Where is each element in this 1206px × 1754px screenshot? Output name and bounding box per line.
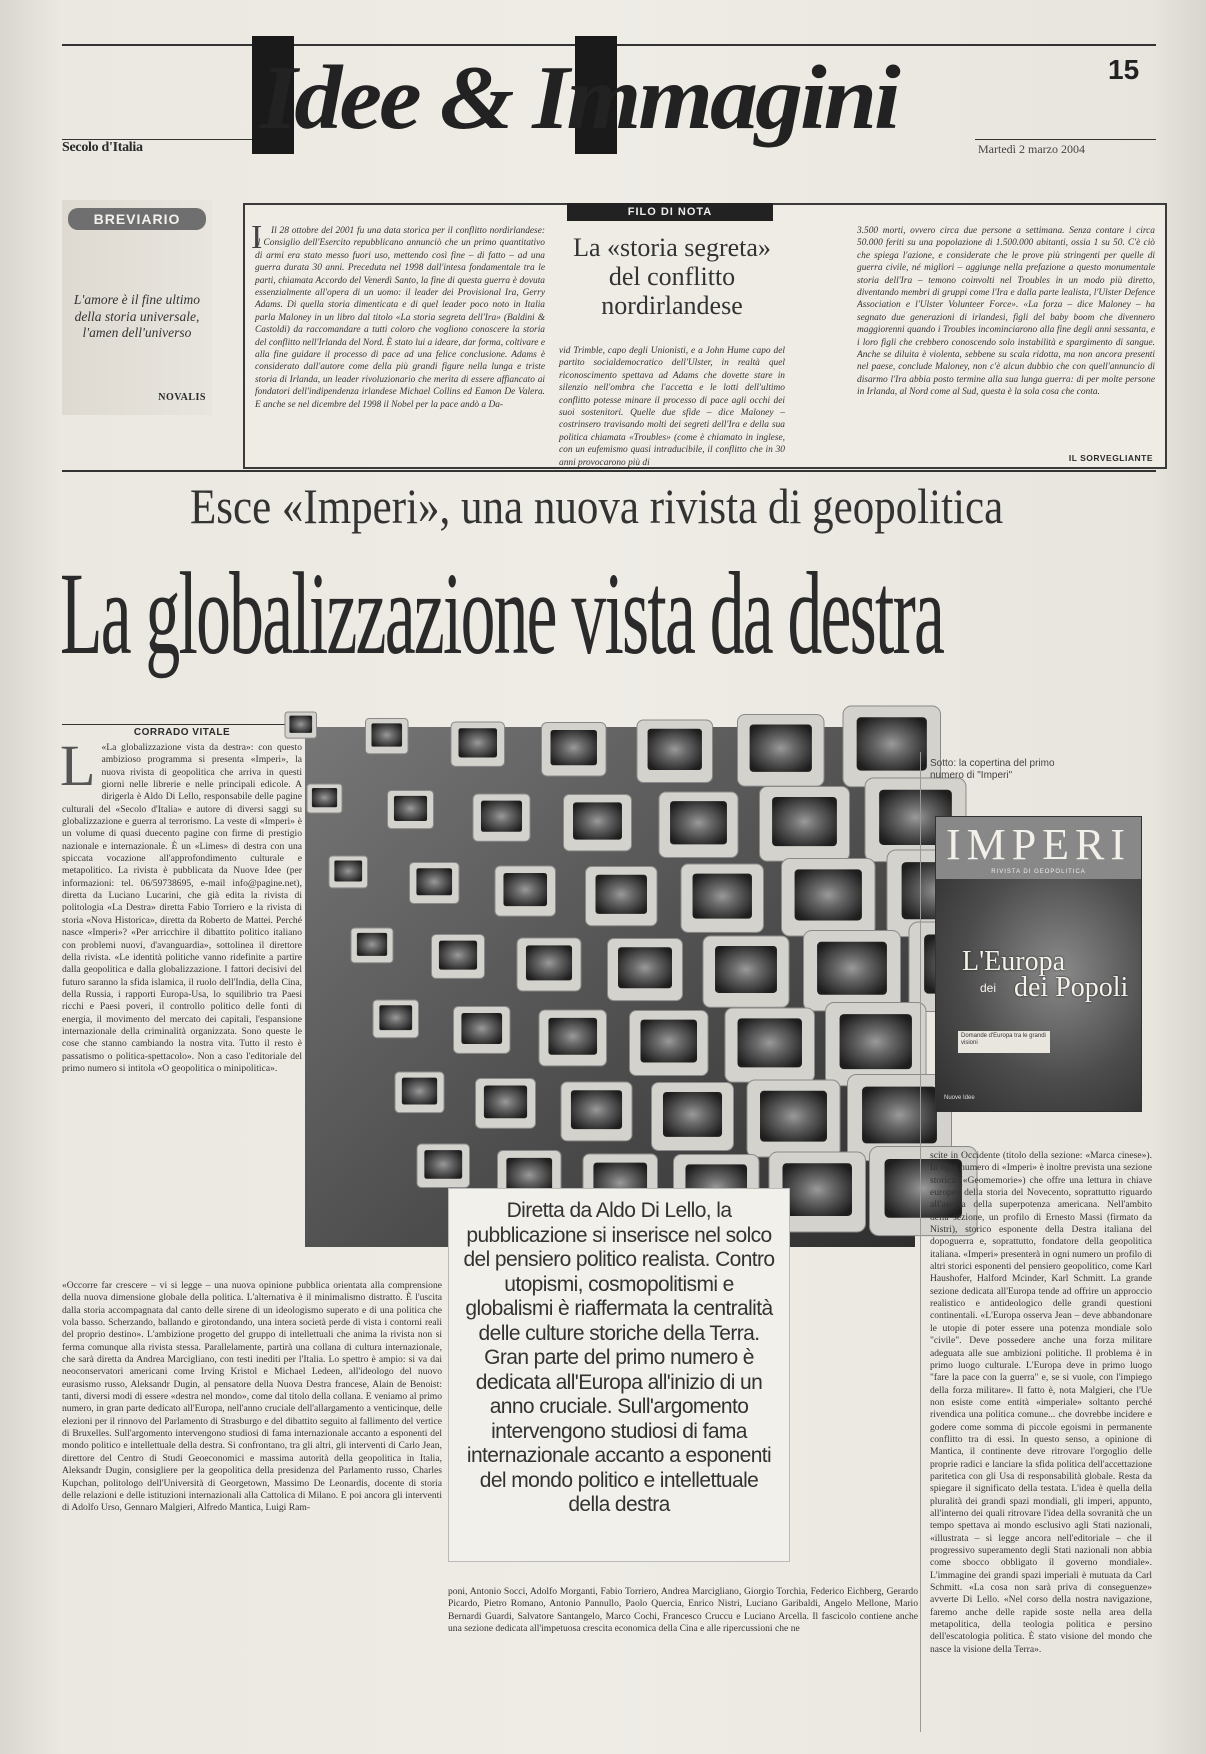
headline: La globalizzazione vista da destra — [60, 548, 944, 679]
monitor-screen — [862, 1087, 937, 1144]
monitors-photo — [305, 727, 915, 1247]
monitor-screen — [857, 717, 927, 770]
monitor-screen — [458, 728, 497, 757]
monitor-screen — [760, 1091, 827, 1142]
filo-di-nota-box — [243, 203, 1167, 469]
byline: CORRADO VITALE — [62, 724, 302, 738]
cover-headline-1: L'Europa — [962, 946, 1066, 977]
monitor-screen — [548, 1018, 597, 1055]
monitor-screen — [394, 796, 427, 821]
monitor-screen — [289, 716, 312, 733]
kicker: Esce «Imperi», una nuova rivista di geopolitica — [190, 478, 1004, 534]
monitor-screen — [817, 942, 887, 995]
monitor-screen — [618, 947, 672, 988]
pullquote: Diretta da Aldo Di Lello, la pubblicazione si inserisce nel solco del pensiero politico realista. Contro utopismi, cosmopolitismi e globalismi è riaffermata la centralità delle culture storiche della Terra. Gran parte del primo numero è dedicata all'Europa all'inizio di un anno cruciale. Sull'argomento intervengono studiosi di fama internazionale accanto a esponenti del mondo politico e intellettuale della destra — [463, 1199, 775, 1516]
article-col-left-text: «La globalizzazione vista da destra»: con questo ambizioso programma si presenta «Imperi», la nuova rivista di geopolitica che arriva in questi giorni nelle librerie e nelle principali edicole. A dirigerla è Aldo Di Lello, responsabile delle pagine culturali del «Secolo d'Italia» e autore di diversi saggi su globalizzazione e guerra al terrorismo. La veste di «Imperi» è un volume di quasi duecento pagine con firme di prestigio nazionale e internazionale. È un «Limes» di destra con una spiccata vocazione all'approfondimento culturale e metapolitico. La rivista è pubblicata da Nuove Idee (per informazioni: tel. 06/59738695, e-mail info@pagine.net), diretta da Luciano Lucarini, che già edita la rivista di politologia «La Destra» diretta Fabio Torriero e la rivista di storia «Nova Historica», diretta da Roberto de Mattei. Perché nasce «Imperi»? «Per arricchire il dibattito politico italiano con problemi nuovi, d'avanguardia», sottolinea il direttore della rivista. «Le identità politiche vanno ridefinite a partire dalla geopolitica e dalla globalizzazione. I fattori decisivi del futuro saranno la sfida islamica, il ruolo dell'India, della Cina, della Russia, i rapporti Europa-Usa, lo squilibrio tra Paesi ricchi e Paesi poveri, il controllo politico delle fonti di energia, il movimento del mercato dei capitali, l'espansione internazionale della criminalità organizzata. Sono queste le cose che stanno cambiando la nostra vita. Tutto il resto è passatismo o politica-spettacolo». Non a caso l'editoriale del primo numero si intitola «O geopolitica o minipolitica». — [62, 742, 302, 1074]
magazine-cover — [935, 816, 1142, 1112]
monitor-screen — [750, 725, 812, 772]
column-rule-right — [920, 752, 921, 1732]
breviario-box — [62, 200, 212, 415]
issue-date: Martedì 2 marzo 2004 — [978, 142, 1085, 156]
monitor-screen — [334, 860, 362, 881]
section-title: Idee & Immagini — [260, 46, 898, 148]
monitor-screen — [772, 797, 837, 846]
drop-cap: L — [60, 733, 96, 798]
headline-wrap — [60, 548, 1170, 698]
breviario-author: NOVALIS — [158, 392, 206, 403]
monitor-screen — [379, 1005, 412, 1030]
monitor-screen — [663, 1092, 722, 1137]
article-col-bottom-left: «Occorre far crescere – vi si legge – una nuova opinione pubblica orientata alla comprensione della nuova dimensione globale della politica. L'alternativa è il minimalismo distratto. È l'uscita dalla storia accompagnata dal canto delle sirene di un ideologismo superato e di una politica che vola basso. Scherzando, ballando e girotondando, una intera società perde di vista i contorni reali del proprio destino». L'ambizione progetto del gruppo di intellettuali che anima la rivista non si ferma comunque alla rivista stessa. Parallelamente, partirà una collana di cultura internazionale, che sarà diretta da Andrea Marcigliano, con testi inediti per l'Italia. Lo spettro è ampio: si va dai neoconservatori americani come Irving Kristol e Michael Ledeen, all'ideologo del nuovo eurasismo russo, Aleksandr Dugin, al pensatore della Nuova Destra francese, Alain de Benoist: tanti, diversi modi di essere «destra nel mondo», come dal titolo della collana. E veniamo al primo numero, in gran parte dedicato all'Europa, nell'anno cruciale dell'allargamento a venticinque, delle elezioni per il rinnovo del Parlamento di Strasburgo e del dibattito seguito al fallimento del vertice di Bruxelles. Sull'argomento intervengono studiosi di fama internazionale accanto a esponenti del mondo politico e intellettuale della destra. Si confrontano, tra gli altri, gli interventi di Carlo Jean, direttore del Centro di Studi Geoeconomici e massima autorità della geopolitica in Italia, Aleksandr Dugin, consigliere per la geopolitica della presidenza del Parlamento russo, Charles Kupchan, politologo dell'Università di Georgetown, Massimo De Leonardis, docente di storia delle relazioni e delle istituzioni internazionali alla Cattolica di Milano. E poi ancora gli interventi di Adolfo Urso, Gennaro Malgieri, Alfredo Mantica, Luigi Ram- — [62, 1280, 442, 1514]
breviario-quote: L'amore è il fine ultimo della storia universale, l'amen dell'universo — [73, 292, 201, 340]
monitor-screen — [416, 868, 452, 895]
filo-label: FILO DI NOTA — [567, 203, 773, 221]
monitor-screen — [795, 869, 862, 920]
monitor-screen — [424, 1150, 462, 1179]
filo-col3: 3.500 morti, ovvero circa due persone a settimana. Senza contare i circa 50.000 feriti su una popolazione di 1.500.000 abitanti, ossia 1 su 50. C'è ciò che spiega l'azione, e considerate che le prove più stringenti per quelle di guerra civile, né migliori – aggiunge nella prefazione a questo monumentale storia dell'Ira – temono coinvolti nel Troubles in un modo più diretto, diventando membri di gruppi come l'Ira e dalla parte lealista, l'Ulster Defence Association e l'Ulster Volunteer Force». «La forza – dice Maloney – ha segnato due generazioni di irlandesi, figli del baby boom che divennero maggiorenni quando i Troubles incominciarono alla fine degli anni sessanta, e i loro figli che crebbero conoscendo solo instabilità e spargimento di sangue. Anche se diluita è violenta, sebbene su scala ridotta, ma non ancora presenti nel paese, conclude Maloney, non c'è alcun dubbio che con quell'annuncio di disarmo l'Ira abbia posto termine alla sua lunga guerra: di per molte persone in Irlanda, al Nord come al Sud, questa è la sola cosa che conta. — [857, 226, 1155, 398]
monitor-screen — [571, 1090, 622, 1129]
article-col-left — [60, 733, 302, 1277]
monitor-screen — [693, 874, 752, 919]
cover-title: IMPERI — [945, 820, 1132, 869]
pullquote-box — [448, 1188, 790, 1562]
cover-headline-dei: dei — [980, 981, 997, 995]
monitor-screen — [551, 730, 597, 765]
filo-headline: La «storia segreta» del conflitto nordirlandese — [573, 233, 771, 320]
monitor-screen — [783, 1163, 852, 1216]
mid-rule — [62, 470, 1156, 472]
article-col-bottom-mid: poni, Antonio Socci, Adolfo Morganti, Fabio Torriero, Andrea Marcigliano, Giorgio Torchia, Federico Eichberg, Gerardo Picardo, Pietro Romano, Antonio Pannullo, Paolo Quercia, Enrico Nistri, Luciano Garibaldi, Angelo Mellone, Mario Bernardi Guardi, Salvatore Santangelo, Marco Cochi, Francesco Cruccu e Luciano Arcella. Il fascicolo contiene anche una sezione dedicata all'impetuosa crescita economica della Cina e alle ripercussioni che ne — [448, 1586, 918, 1635]
monitor-screen — [439, 941, 477, 970]
monitor-screen — [312, 788, 337, 807]
monitor-screen — [648, 729, 702, 770]
kicker-wrap — [190, 478, 1090, 534]
masthead-right-rule — [975, 139, 1156, 140]
breviario-label: BREVIARIO — [68, 208, 206, 230]
monitor-screen — [461, 1013, 502, 1044]
monitor-screen — [573, 802, 622, 839]
filo-col1 — [251, 219, 545, 463]
monitor-screen — [503, 873, 547, 906]
monitor-screen — [481, 801, 522, 832]
monitor-screen — [670, 801, 727, 844]
monitor-screen — [526, 945, 572, 980]
cover-tagline: RIVISTA DI GEOPOLITICA — [991, 869, 1086, 875]
monitor-screen — [738, 1018, 802, 1067]
section-title-wrap — [260, 46, 970, 152]
filo-col1-text: Il 28 ottobre del 2001 fu una data storica per il conflitto nordirlandese: il Consiglio dell'Esercito repubblicano annunciò che un primo quantitativo di armi era stato messo fuori uso, mettendo così fine – di fatto – ad una guerra durata 30 anni. Preceduta nel 1998 dall'intesa fondamentale tra le parti, chiamata Accordo del Venerdì Santo, la fine di questa guerra è dovuta essenzialmente all'opera di un uomo: il leader dei Provisional Ira, Gerry Adams. Di quella storia dimenticata e di quel leader poco noto in Italia parla Maloney in un libro dal titolo «La storia segreta dell'Ira» (Baldini & Castoldi) da raccomandare a tutti coloro che vogliono conoscere la storia del conflitto nell'Irlanda del Nord. È stato lui a ideare, dar forma, coltivare e alla fine guidare il processo di pace ad una felice conclusione. Adams è considerato dall'autore come della più grandi figure nella lunga e triste storia di Irlanda, un leader rivoluzionario che merita di essere affiancato ai fondatori dell'indipendenza irlandese Michael Collins ed Eamon De Valera. E anche se nel dicembre del 1998 il Nobel per la pace andò a Da- — [255, 226, 545, 410]
paper-name: Secolo d'Italia — [62, 140, 143, 155]
cover-headline-2: dei Popoli — [1014, 972, 1129, 1003]
cover-caption: Sotto: la copertina del primo numero di "Imperi" — [930, 758, 1055, 781]
cover-publisher: Nuove Idee — [944, 1095, 975, 1101]
monitor-screen — [357, 933, 387, 956]
monitor-screen — [840, 1014, 912, 1069]
masthead-left-rule — [62, 139, 252, 140]
page-number: 15 — [1108, 54, 1140, 85]
filo-signature: IL SORVEGLIANTE — [1068, 453, 1153, 463]
monitor-screen — [484, 1085, 527, 1118]
cover-box: Domande d'Europa tra le grandi visioni — [958, 1031, 1050, 1053]
monitor-screen — [402, 1078, 437, 1105]
drop-cap-l: I — [251, 219, 263, 256]
monitor-screen — [640, 1020, 697, 1063]
monitor-screen — [715, 946, 777, 993]
monitor-screen — [371, 723, 402, 746]
monitors-illustration — [305, 727, 915, 1247]
filo-col2: vid Trimble, capo degli Unionisti, e a John Hume capo del partito socialdemocratico dell'Ulster, in realtà quel riconoscimento spettava ad Adams che dovette stare in silenzio nell'ombra che l'accetta e le lotti dell'ultimo conflitto potesse minare il processo di pace agli occhi dei suoi sostenitori. Quelle due sfide – dice Maloney – costrinsero travisando molti dei segreti dell'Ira e della sua politica chiamata «Troubles» (come è chiamato in inglese, con un eufemismo quasi intraducibile, il conflitto che in 30 anni provocarono più di — [559, 346, 785, 468]
article-col-right: scite in Occidente (titolo della sezione: «Marca cinese»). In ogni numero di «Imperi» è inoltre prevista una sezione storica («Geomemorie») che offre una lettura in chiave europea della storia del Novecento, soprattutto riguardo all'ascesa della superpotenza americana. Nell'ambito della sezione, un profilo di Ernesto Massi (firmato da Nistri), storico esponente della Destra italiana del dopoguerra e, soprattutto, fondatore della geopolitica italiana. «Imperi» presenterà in ogni numero un profilo di altri storici esponenti del pensiero geopolitico, come Karl Haushofer, Halford Mcinder, Karl Schmitt. La grande sezione dedicata all'Europa tende ad offrire un approccio realistico e antideologico delle grandi questioni continentali. «L'Europa osserva Jean – deve abbandonare le utopie di poter essere una potenza mondiale solo "civile". Deve possedere anche una forza militare adeguata alle sue ambizioni politiche. Il problema è in primo luogo culturale. L'Europa deve in primo luogo "fare la pace con la guerra" e, se si vuole, con l'impiego della forza militare». Il fatto è, nota Malgieri, che l'Ue non esiste come entità «imperiale» soltanto perché rivendica una politica comune... che dovrebbe incidere e godere come somma di piccole egoismi in permanente conflitto tra di essi. In questo senso, a opinione di Mantica, il continente deve ritrovare l'orgoglio delle proprie radici e lanciare la sfida politica dell'accettazione paritetica con gli Usa di responsabilità globale. Resta da spiegare il significato della testata. L'idea è quella della pluralità dei grandi spazi mondiali, gli imperi, appunto, all'interno dei quali ritrovare l'idea della sovranità che un tempo spettava ai mondo esclusivo agli Stati nazionali, «illustrata – si legge ancora nell'editoriale – che il progressivo superamento degli Stati nazionali non abbia come sbocco obbligato il governo mondiale». L'immagine dei grandi spazi imperiali è mutuata da Carl Schmitt. «La cosa non sarà priva di conseguenze» avverte Di Lello. «Nel corso della nostra navigazione, faremo anche delle rapide soste nella area della metapolitica, della teologia politica e persino dell'escatologia politica. È stato visione del mondo che nasce la visione della Terra». — [930, 1150, 1152, 1655]
monitor-screen — [596, 875, 647, 914]
